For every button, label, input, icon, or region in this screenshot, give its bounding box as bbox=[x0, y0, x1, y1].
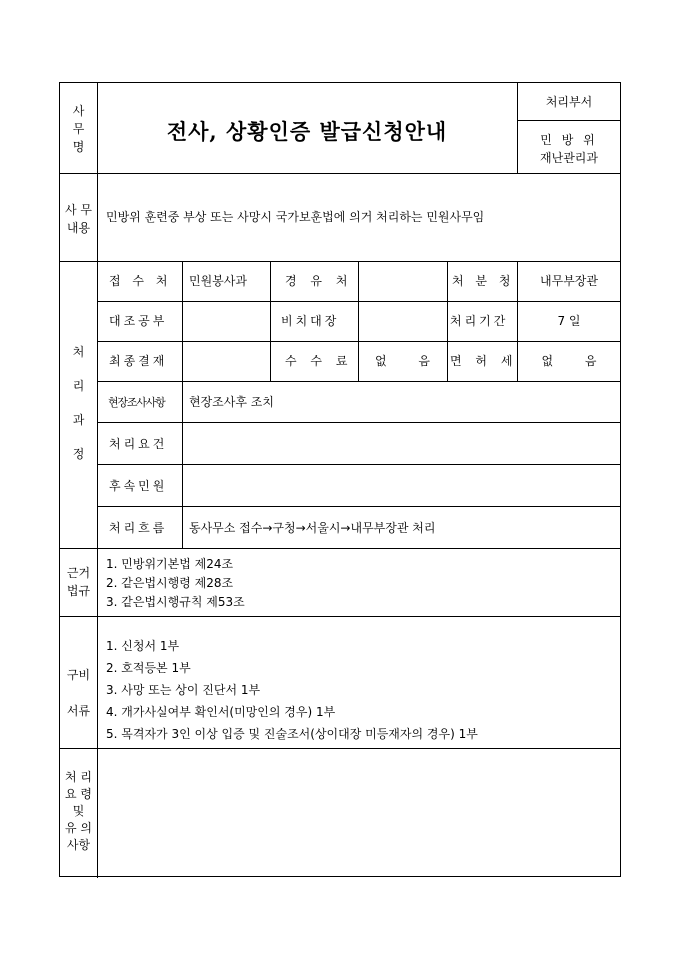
receive-value: 민원봉사과 bbox=[189, 274, 247, 288]
process-label-line bbox=[182, 261, 183, 548]
process-col-5 bbox=[447, 261, 448, 381]
notes-label-3: 및 bbox=[72, 804, 85, 818]
basis-bottom-line bbox=[60, 616, 621, 617]
summary-bottom-line bbox=[60, 261, 621, 262]
notes-label bbox=[60, 769, 97, 854]
documents-label bbox=[60, 657, 97, 729]
requirement-label: 처리요건 bbox=[109, 437, 168, 451]
document-item: 4. 개가사실여부 확인서(미망인의 경우) 1부 bbox=[106, 705, 336, 719]
period-label: 처리기간 bbox=[450, 314, 509, 328]
process-col-3 bbox=[270, 261, 271, 381]
process-row-1 bbox=[97, 301, 621, 302]
page-title: 전사, 상황인증 발급신청안내 bbox=[166, 119, 448, 144]
documents-label-line-1: 구비 bbox=[66, 668, 91, 682]
fee-label: 수 수 료 bbox=[285, 354, 348, 368]
process-label-2: 리 bbox=[72, 379, 85, 393]
label-column-line bbox=[97, 83, 98, 878]
via-label: 경 유 처 bbox=[285, 274, 348, 288]
dispose-label: 처 분 청 bbox=[452, 274, 511, 288]
dept-line-2: 재난관리과 bbox=[540, 151, 598, 165]
basis-label-line-1: 근거 bbox=[66, 566, 91, 580]
license-value: 없 음 bbox=[541, 354, 597, 368]
summary-label bbox=[60, 201, 97, 237]
documents-label-line-2: 서류 bbox=[66, 704, 91, 718]
summary-label-line-1: 사 무 bbox=[65, 203, 92, 217]
documents-bottom-line bbox=[60, 748, 621, 749]
followup-label: 후속민원 bbox=[109, 479, 168, 493]
header-label-bot: 명 bbox=[72, 140, 85, 154]
document-item: 1. 신청서 1부 bbox=[106, 639, 180, 653]
receive-label: 접 수 처 bbox=[109, 274, 168, 288]
notes-label-5: 사항 bbox=[66, 838, 91, 852]
survey-label: 현장조사사항 bbox=[108, 396, 165, 409]
process-row-2 bbox=[97, 341, 621, 342]
survey-value: 현장조사후 조치 bbox=[189, 395, 274, 409]
dept-label: 처리부서 bbox=[545, 95, 593, 109]
header-label-mid: 무 bbox=[72, 122, 85, 136]
notes-label-1: 처 리 bbox=[65, 770, 92, 784]
document-item: 2. 호적등본 1부 bbox=[106, 661, 191, 675]
document-item: 3. 사망 또는 상이 진단서 1부 bbox=[106, 683, 261, 697]
process-row-3 bbox=[97, 381, 621, 382]
header-label bbox=[60, 102, 97, 156]
process-label-4: 정 bbox=[72, 447, 85, 461]
process-label bbox=[60, 335, 97, 471]
period-value: 7 일 bbox=[557, 314, 581, 328]
notes-label-4: 유 의 bbox=[65, 821, 92, 835]
process-row-6 bbox=[97, 506, 621, 507]
header-label-top: 사 bbox=[72, 104, 85, 118]
ledger-label: 대조공부 bbox=[109, 314, 168, 328]
fee-value: 없 음 bbox=[375, 354, 430, 368]
basis-item: 1. 민방위기본법 제24조 bbox=[106, 557, 234, 571]
process-label-3: 과 bbox=[72, 413, 85, 427]
process-label-1: 처 bbox=[72, 345, 85, 359]
header-bottom-line bbox=[60, 173, 621, 174]
basis-label bbox=[60, 564, 97, 600]
archive-label: 비치대장 bbox=[281, 314, 340, 328]
flow-label: 처리흐름 bbox=[109, 521, 168, 535]
guide-form bbox=[59, 82, 621, 877]
dispose-value: 내무부장관 bbox=[540, 274, 598, 288]
basis-item: 3. 같은법시행규칙 제53조 bbox=[106, 595, 245, 609]
flow-value: 동사무소 접수→구청→서울시→내무부장관 처리 bbox=[189, 521, 436, 535]
document-item: 5. 목격자가 3인 이상 입증 및 진술조서(상이대장 미등재자의 경우) 1부 bbox=[106, 727, 478, 741]
summary-text: 민방위 훈련중 부상 또는 사망시 국가보훈법에 의거 처리하는 민원사무임 bbox=[106, 210, 485, 224]
dept-divider bbox=[517, 120, 621, 121]
license-label: 면 허 세 bbox=[450, 354, 513, 368]
dept-line-1: 민 방 위 bbox=[540, 133, 598, 147]
notes-label-2: 요 령 bbox=[65, 787, 92, 801]
summary-label-line-2: 내용 bbox=[66, 221, 91, 235]
process-bottom-line bbox=[60, 548, 621, 549]
approval-label: 최종결재 bbox=[109, 354, 168, 368]
basis-item: 2. 같은법시행령 제28조 bbox=[106, 576, 234, 590]
basis-label-line-2: 법규 bbox=[66, 584, 91, 598]
process-row-5 bbox=[97, 464, 621, 465]
process-row-4 bbox=[97, 422, 621, 423]
